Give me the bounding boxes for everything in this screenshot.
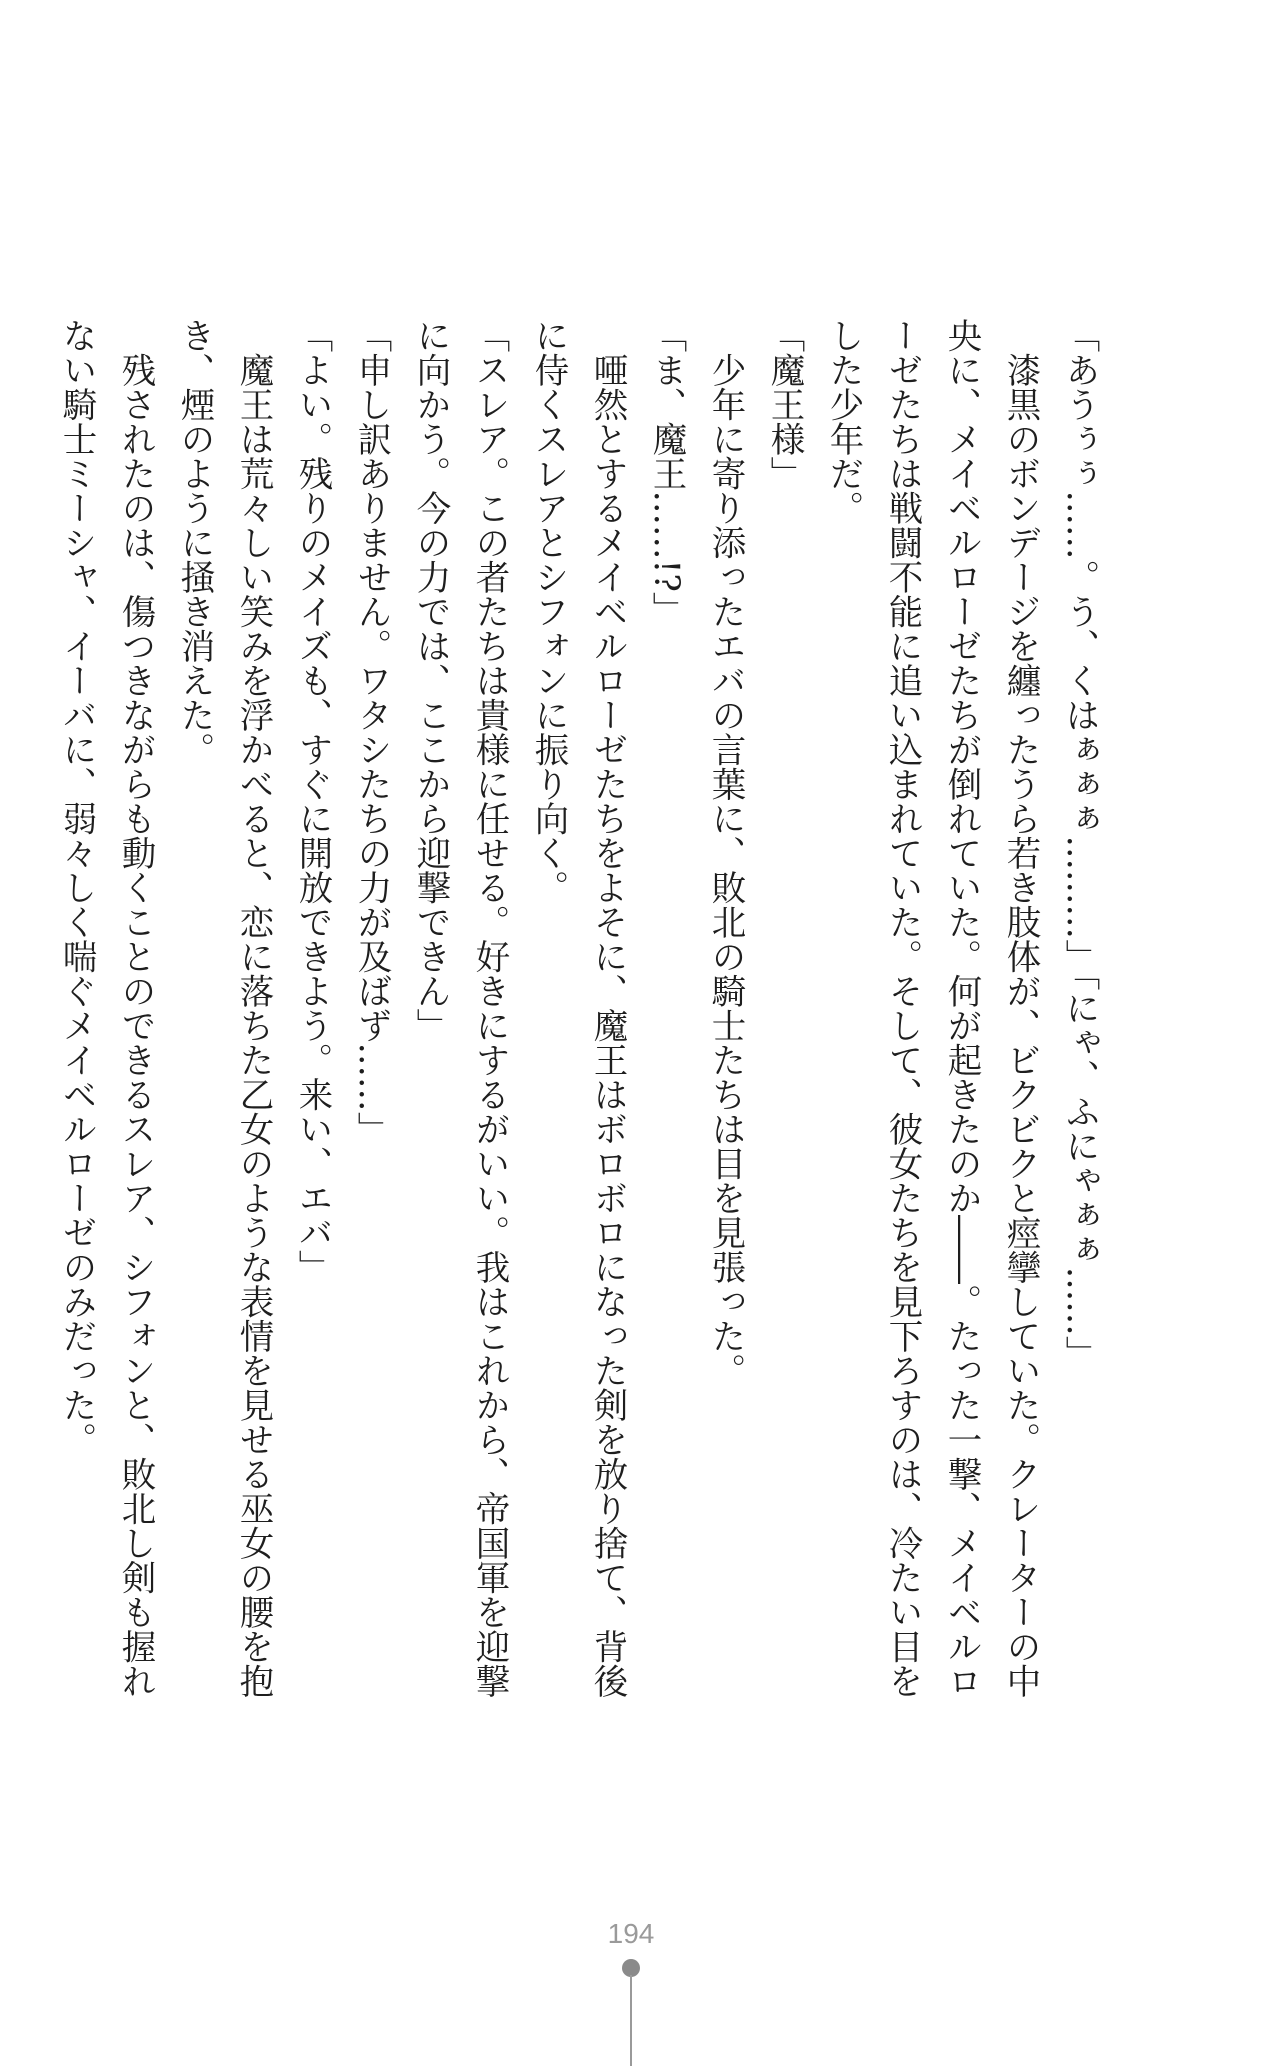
text-line: 残されたのは、傷つきながらも動くことのできるスレア、シフォンと、敗北し剣も握れ [115,318,155,1698]
text-line: 「ま、魔王……!?」 [646,318,686,627]
text-line: した少年だ。 [823,318,863,525]
text-line: に向かう。今の力では、ここから迎撃できん」 [410,318,450,1043]
text-line: 「魔王様」 [764,318,804,491]
text-line: ない騎士ミーシャ、イーバに、弱々しく喘ぐメイベルローゼのみだった。 [56,318,96,1457]
text-line: 「申し訳ありません。ワタシたちの力が及ばず……」 [351,318,391,1146]
text-line: 魔王は荒々しい笑みを浮かべると、恋に落ちた乙女のような表情を見せる巫女の腰を抱 [233,318,273,1698]
text-line: き、煙のように掻き消えた。 [174,318,214,767]
text-line: 「スレア。この者たちは貴様に任せる。好きにするがいい。我はこれから、帝国軍を迎撃 [469,318,509,1698]
text-line: 唖然とするメイベルローゼたちをよそに、魔王はボロボロになった剣を放り捨て、背後 [587,318,627,1698]
text-line: ーゼたちは戦闘不能に追い込まれていた。そして、彼女たちを見下ろすのは、冷たい目を [882,318,922,1698]
text-line: 「あうぅぅ……。う、くはぁぁぁ………」「にゃ、ふにゃぁぁ……」 [1059,318,1099,1371]
page-marker-rule [630,1975,632,2066]
text-line: 漆黒のボンデージを纏ったうら若き肢体が、ビクビクと痙攣していた。クレーターの中 [1000,318,1040,1698]
text-line: に侍くスレアとシフォンに振り向く。 [528,318,568,905]
vertical-text-body [56,318,1108,1758]
page-number: 194 [607,1918,655,1949]
text-line: 少年に寄り添ったエバの言葉に、敗北の騎士たちは目を見張った。 [705,318,745,1388]
text-line: 央に、メイベルローゼたちが倒れていた。何が起きたのか――。たった一撃、メイベルロ [941,318,981,1698]
text-line: 「よい。残りのメイズも、すぐに開放できよう。来い、エバ」 [292,318,332,1284]
